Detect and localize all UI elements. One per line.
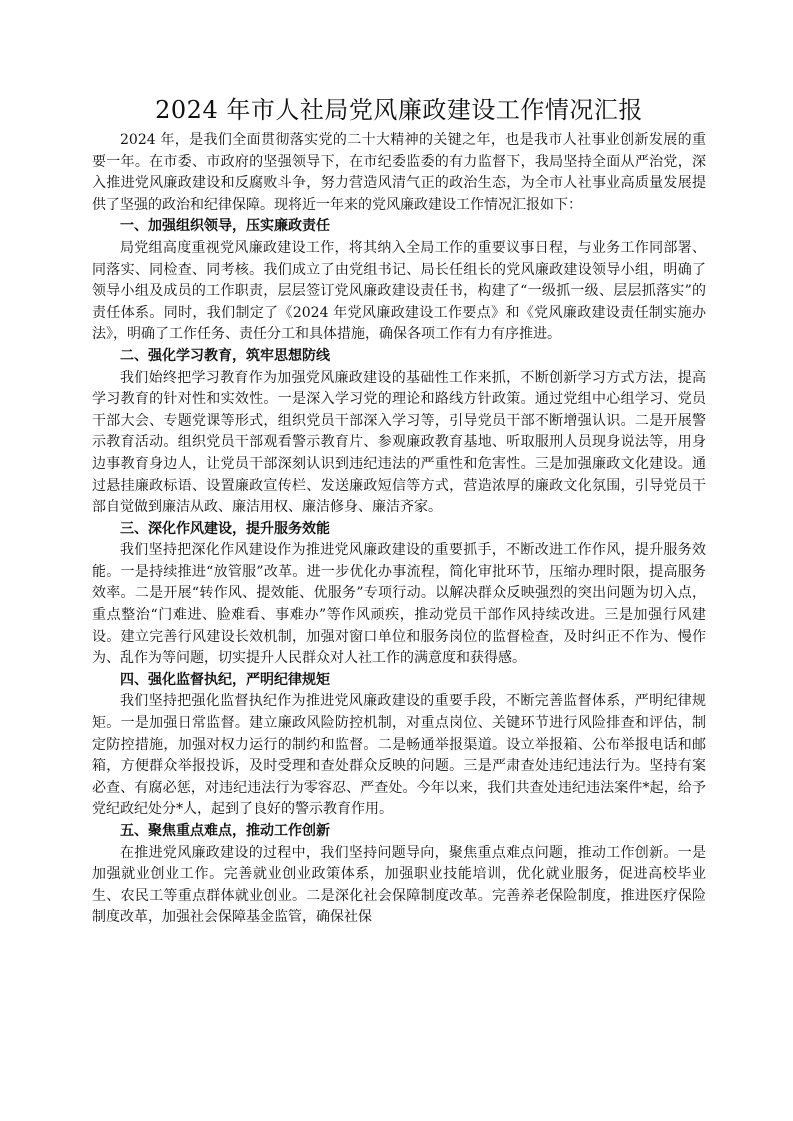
section-3-heading: 三、深化作风建设，提升服务效能 xyxy=(120,520,330,537)
section-5-body: 在推进党风廉政建设的过程中，我们坚持问题导向，聚焦重点难点问题，推动工作创新。一是加强就业创业工作。完善就业创业政策体系，加强职业技能培训，优化就业服务，促进高校毕业生、农民工等重点群体就业创业。二是深化社会保障制度改革。完善养老保险制度，推进医疗保险制度改革，加强社会保障基金监管，确保社保 xyxy=(92,844,706,926)
section-4-body: 我们坚持把强化监督执纪作为推进党风廉政建设的重要手段，不断完善监督体系，严明纪律规矩。一是加强日常监督。建立廉政风险防控机制，对重点岗位、关键环节进行风险排查和评估，制定防控措施，加强对权力运行的制约和监督。二是畅通举报渠道。设立举报箱、公布举报电话和邮箱，方便群众举报投诉，及时受理和查处群众反映的问题。三是严肃查处违纪违法行为。坚持有案必查、有腐必惩，对违纪违法行为零容忍、严查处。今年以来，我们共查处违纪违法案件*起，给予党纪政纪处分*人，起到了良好的警示教育作用。 xyxy=(92,693,706,818)
document-title: 2024 年市人社局党风廉政建设工作情况汇报 xyxy=(155,96,643,124)
intro-paragraph: 2024 年，是我们全面贯彻落实党的二十大精神的关键之年，也是我市人社事业创新发展的重要一年。在市委、市政府的坚强领导下，在市纪委监委的有力监督下，我局坚持全面从严治党，深入推进党风廉政建设和反腐败斗争，努力营造风清气正的政治生态，为全市人社事业高质量发展提供了坚强的政治和纪律保障。现将近一年来的党风廉政建设工作情况汇报如下： xyxy=(92,132,706,213)
section-3-body: 我们坚持把深化作风建设作为推进党风廉政建设的重要抓手，不断改进工作作风，提升服务效能。一是持续推进“放管服”改革。进一步优化办事流程，简化审批环节，压缩办理时限，提高服务效率。二是开展“转作风、提效能、优服务”专项行动。以解决群众反映强烈的突出问题为切入点，重点整治“门难进、脸难看、事难办”等作风顽疾，推动党员干部作风持续改进。三是加强行风建设。建立完善行风建设长效机制，加强对窗口单位和服务岗位的监督检查，及时纠正不作为、慢作为、乱作为等问题，切实提升人民群众对人社工作的满意度和获得感。 xyxy=(92,542,706,667)
section-4-heading: 四、强化监督执纪，严明纪律规矩 xyxy=(120,671,330,688)
section-5-heading: 五、聚焦重点难点，推动工作创新 xyxy=(120,823,330,839)
section-2-heading: 二、强化学习教育，筑牢思想防线 xyxy=(120,347,330,364)
section-1-body: 局党组高度重视党风廉政建设工作，将其纳入全局工作的重要议事日程，与业务工作同部署、同落实、同检查、同考核。我们成立了由党组书记、局长任组长的党风廉政建设领导小组，明确了领导小组及成员的工作职责，层层签订党风廉政建设责任书，构建了“一级抓一级、层层抓落实”的责任体系。同时，我们制定了《2024 年党风廉政建设工作要点》和《党风廉政建设责任制实施办法》，明确了工作任务、责任分工和具体措施，确保各项工作有力有序推进。 xyxy=(92,239,706,343)
section-2-body: 我们始终把学习教育作为加强党风廉政建设的基础性工作来抓，不断创新学习方式方法，提高学习教育的针对性和实效性。一是深入学习党的理论和路线方针政策。通过党组中心组学习、党员干部大会、专题党课等形式，组织党员干部深入学习等，引导党员干部不断增强认识。二是开展警示教育活动。组织党员干部观看警示教育片、参观廉政教育基地、听取服刑人员现身说法等，用身边事教育身边人，让党员干部深刻认识到违纪违法的严重性和危害性。三是加强廉政文化建设。通过悬挂廉政标语、设置廉政宣传栏、发送廉政短信等方式，营造浓厚的廉政文化氛围，引导党员干部自觉做到廉洁从政、廉洁用权、廉洁修身、廉洁齐家。 xyxy=(92,369,706,516)
document-page xyxy=(92,92,706,929)
section-1-heading: 一、加强组织领导，压实廉政责任 xyxy=(120,218,330,235)
